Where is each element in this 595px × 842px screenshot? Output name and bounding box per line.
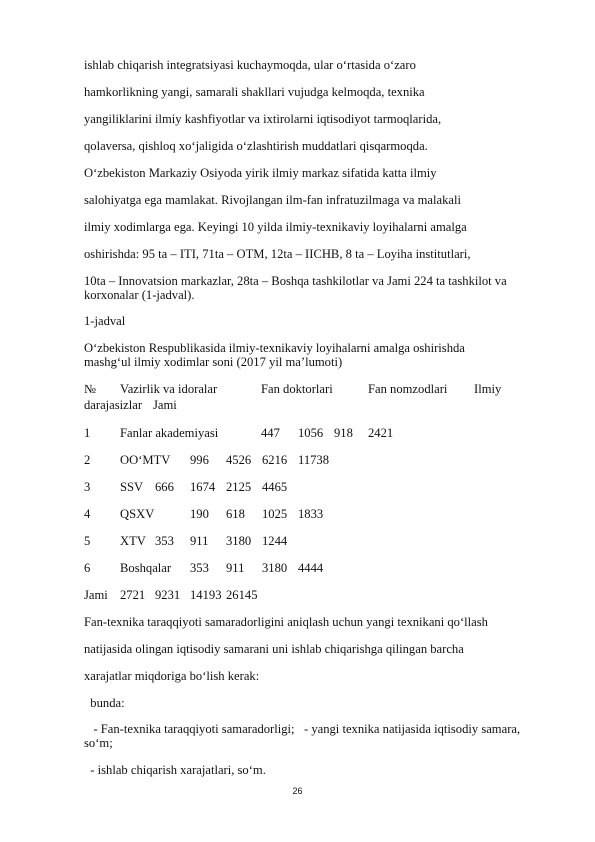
definition-line: - ishlab chiqarish xarajatlari, so‘m. (84, 763, 266, 777)
paragraph-line: ilmiy xodimlarga ega. Keyingi 10 yilda ilmiy-texnikaviy loyihalarni amalga (84, 220, 467, 234)
table-label: 1-jadval (84, 314, 126, 328)
table-cell: 4444 (298, 561, 324, 575)
table-cell: 4 (84, 507, 91, 521)
table-header-total: Jami (153, 398, 177, 412)
paragraph-line: bunda: (84, 696, 125, 710)
table-cell: 996 (190, 453, 209, 467)
table-cell: 1674 (190, 480, 216, 494)
table-cell: Jami (84, 588, 108, 602)
table-header-org: Vazirlik va idoralar (120, 382, 218, 396)
table-caption: O‘zbekiston Respublikasida ilmiy-texnikaviy loyihalarni amalga oshirishda mashg‘ul ilmiy xodimlar soni (2017 yil ma’lumoti) (84, 341, 465, 369)
paragraph-line: qolaversa, qishloq xo‘jaligida o‘zlashtirish muddatlari qisqarmoqda. (84, 139, 428, 153)
table-cell: 26145 (226, 588, 258, 602)
table-cell: 11738 (298, 453, 330, 467)
table-cell: 3180 (262, 561, 288, 575)
definition-line: - Fan-texnika taraqqiyoti samaradorligi; - yangi texnika natijasida iqtisodiy samara, so‘m; (84, 722, 524, 750)
table-header-doctors: Fan doktorlari (261, 382, 333, 396)
table-cell: 1025 (262, 507, 288, 521)
table-cell: 1244 (262, 534, 288, 548)
table-cell: 2125 (226, 480, 252, 494)
table-cell: 2 (84, 453, 91, 467)
paragraph-line: xarajatlar miqdoriga bo‘lish kerak: (84, 669, 260, 683)
table-cell: QSXV (120, 507, 155, 521)
table-cell: 3180 (226, 534, 252, 548)
table-cell: 5 (84, 534, 91, 548)
table-cell: 6216 (262, 453, 288, 467)
paragraph-line: Fan-texnika taraqqiyoti samaradorligini aniqlash uchun yangi texnikani qo‘llash (84, 615, 488, 629)
table-cell: OO‘MTV (120, 453, 171, 467)
table-header-no-degree-rest: darajasizlar (84, 398, 143, 412)
paragraph-line: 10ta – Innovatsion markazlar, 28ta – Boshqa tashkilotlar va Jami 224 ta tashkilot va korxonalar (1-jadval). (84, 274, 507, 302)
paragraph-line: hamkorlikning yangi, samarali shakllari vujudga kelmoqda, texnika (84, 85, 425, 99)
table-cell: 666 (155, 480, 174, 494)
table-cell: 1 (84, 426, 91, 440)
paragraph-line: salohiyatga ega mamlakat. Rivojlangan ilm-fan infratuzilmaga va malakali (84, 193, 461, 207)
table-cell: 911 (190, 534, 209, 548)
paragraph-line: oshirishda: 95 ta – ITI, 71ta – OTM, 12ta – IICHB, 8 ta – Loyiha institutlari, (84, 247, 471, 261)
table-header-no: № (84, 382, 97, 396)
paragraph-line: O‘zbekiston Markaziy Osiyoda yirik ilmiy markaz sifatida katta ilmiy (84, 166, 437, 180)
page-number: 26 (292, 786, 303, 796)
table-cell: 3 (84, 480, 91, 494)
table-cell: 14193 (190, 588, 222, 602)
table-cell: 918 (334, 426, 353, 440)
table-cell: 1056 (298, 426, 324, 440)
table-cell: 9231 (155, 588, 181, 602)
table-cell: XTV (120, 534, 146, 548)
table-header-candidates: Fan nomzodlari (368, 382, 448, 396)
table-cell: 6 (84, 561, 91, 575)
table-cell: 4526 (226, 453, 252, 467)
paragraph-line: ishlab chiqarish integratsiyasi kuchaymoqda, ular o‘rtasida o‘zaro (84, 58, 416, 72)
table-cell: 447 (261, 426, 280, 440)
table-cell: 618 (226, 507, 245, 521)
table-cell: 353 (155, 534, 174, 548)
table-cell: Boshqalar (120, 561, 172, 575)
table-cell: 2421 (368, 426, 394, 440)
table-cell: 4465 (262, 480, 288, 494)
table-cell: 190 (190, 507, 209, 521)
table-cell: 2721 (120, 588, 146, 602)
table-header-no-degree-part: Ilmiy (474, 382, 502, 396)
paragraph-line: yangiliklarini ilmiy kashfiyotlar va ixtirolarni iqtisodiyot tarmoqlarida, (84, 112, 442, 126)
paragraph-line: natijasida olingan iqtisodiy samarani uni ishlab chiqarishga qilingan barcha (84, 642, 464, 656)
table-cell: SSV (120, 480, 144, 494)
table-cell: 353 (190, 561, 209, 575)
table-cell: 911 (226, 561, 245, 575)
table-cell: 1833 (298, 507, 324, 521)
table-cell: Fanlar akademiyasi (120, 426, 219, 440)
